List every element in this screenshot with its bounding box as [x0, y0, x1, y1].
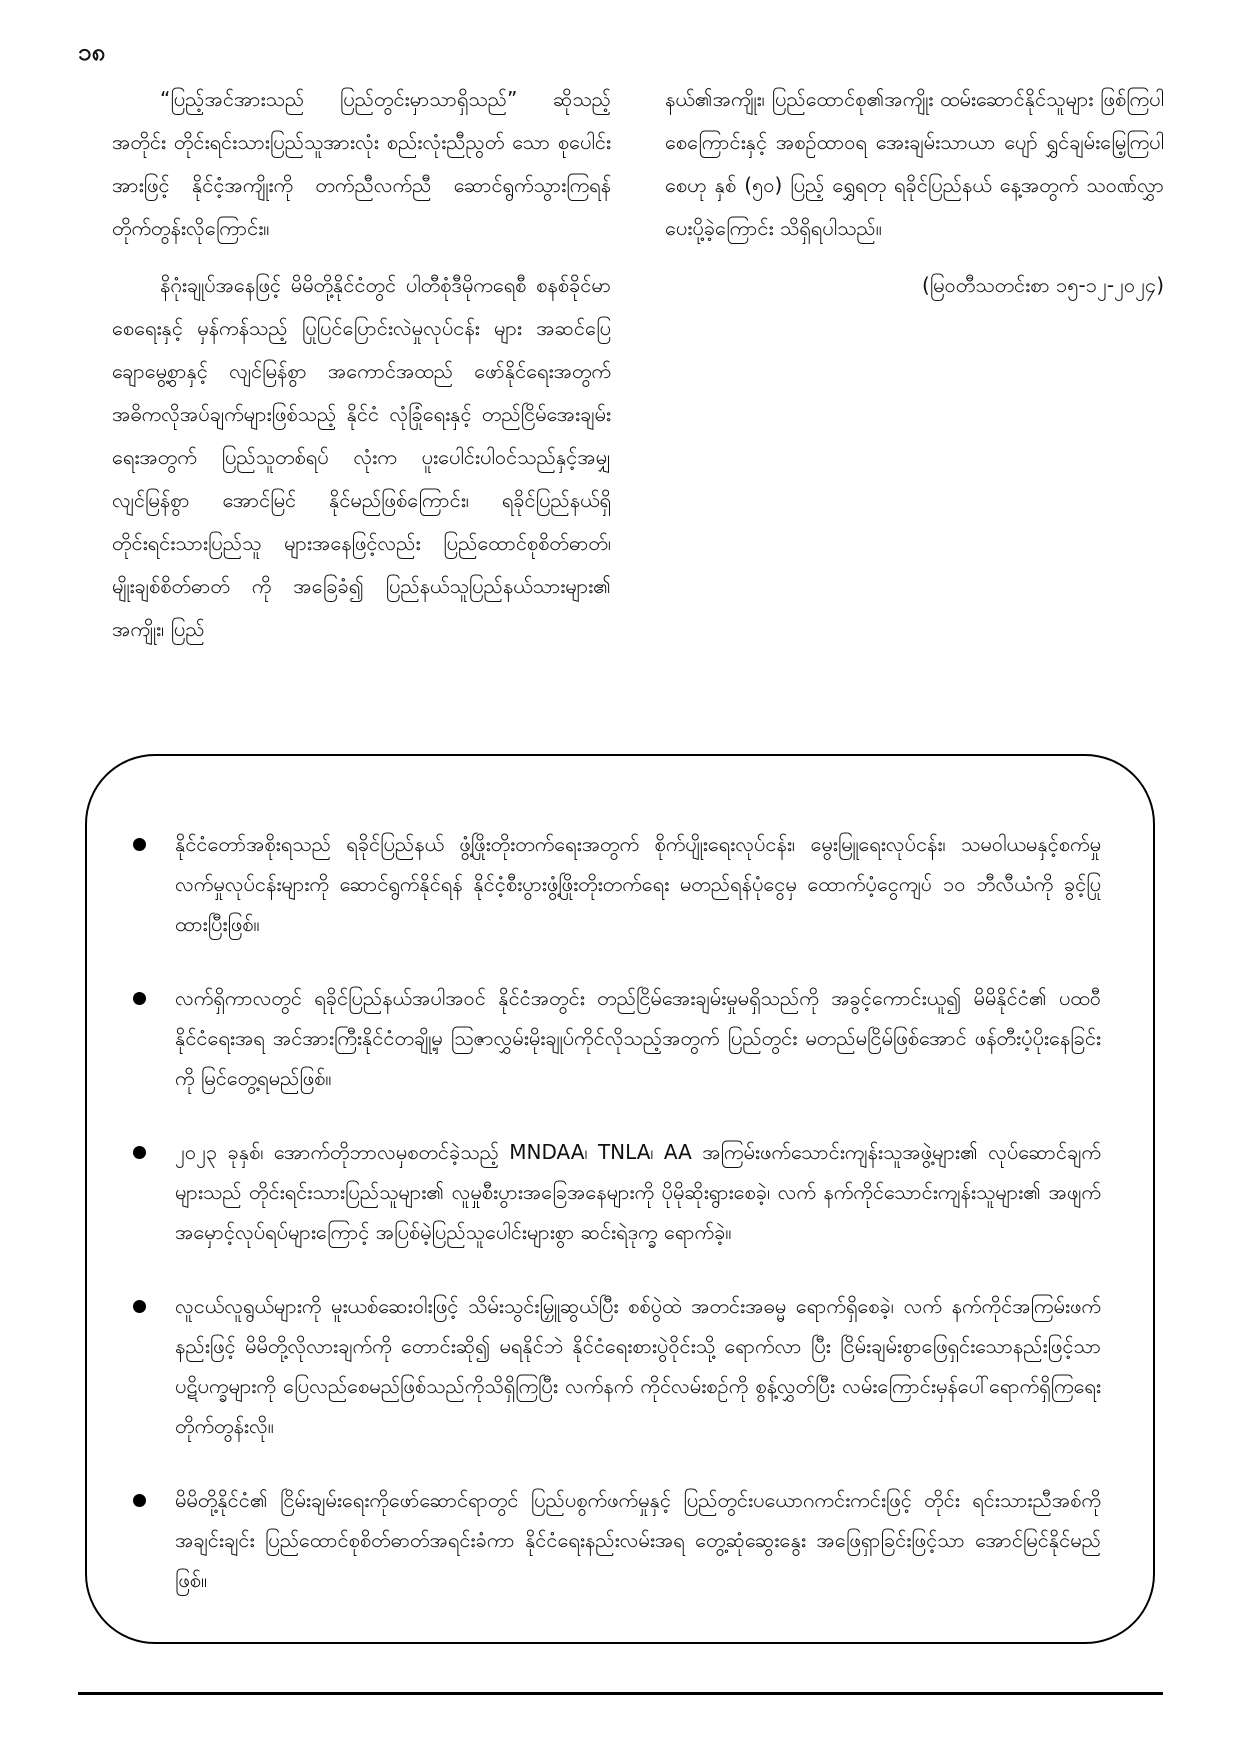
- summary-item-text: လူငယ်လူရွယ်များကို မူးယစ်ဆေးဝါးဖြင့် သိမ်းသွင်းမြှူဆွယ်ပြီး စစ်ပွဲထဲ အတင်းအဓမ္မ ရောက်ရှိစေခဲ့၊ လက် နက်ကိုင်အကြမ်းဖက်နည်းဖြင့် မိမိတို့လိုလားချက်ကို တောင်းဆို၍ မရနိုင်ဘဲ နိုင်ငံရေးစားပွဲဝိုင်းသို့ ရောက်လာ ပြီး ငြိမ်းချမ်းစွာဖြေရှင်းသောနည်းဖြင့်သာ ပဋိပက္ခများကို ပြေလည်စေမည်ဖြစ်သည်ကိုသိရှိကြပြီး လက်နက် ကိုင်လမ်းစဉ်ကို စွန့်လွှတ်ပြီး လမ်းကြောင်းမှန်ပေါ်ရောက်ရှိကြရေး တိုက်တွန်းလို။: [175, 1294, 1101, 1438]
- bullet-icon: [133, 1146, 146, 1159]
- bullet-icon: [133, 838, 146, 851]
- left-paragraph-1: “ပြည့်အင်အားသည် ပြည်တွင်းမှာသာရှိသည်” ဆိုသည့် အတိုင်း တိုင်းရင်းသားပြည်သူအားလုံး စည်းလုံးညီညွတ် သော စုပေါင်းအားဖြင့် နိုင်ငံ့အကျိုးကို တက်ညီလက်ညီ ဆောင်ရွက်သွားကြရန် တိုက်တွန်းလိုကြောင်း။: [112, 87, 611, 240]
- summary-item: [133, 1286, 1101, 1446]
- left-paragraph-2: နိဂုံးချုပ်အနေဖြင့် မိမိတို့နိုင်ငံတွင် ပါတီစုံဒီမိုကရေစီ စနစ်ခိုင်မာစေရေးနှင့် မှန်ကန်သည့် ပြုပြင်ပြောင်းလဲမှုလုပ်ငန်း များ အဆင်ပြေချောမွေ့စွာနှင့် လျင်မြန်စွာ အကောင်အထည် ဖော်နိုင်ရေးအတွက် အဓိကလိုအပ်ချက်များဖြစ်သည့် နိုင်ငံ လုံခြုံရေးနှင့် တည်ငြိမ်အေးချမ်းရေးအတွက် ပြည်သူတစ်ရပ် လုံးက ပူးပေါင်းပါဝင်သည်နှင့်အမျှ လျင်မြန်စွာ အောင်မြင် နိုင်မည်ဖြစ်ကြောင်း၊ ရခိုင်ပြည်နယ်ရှိ တိုင်းရင်းသားပြည်သူ များအနေဖြင့်လည်း ပြည်ထောင်စုစိတ်ဓာတ်၊ မျိုးချစ်စိတ်ဓာတ် ကို အခြေခံ၍ ပြည်နယ်သူပြည်နယ်သားများ၏ အကျိုး၊ ပြည်: [112, 273, 611, 641]
- summary-item: [133, 824, 1101, 944]
- page-number: ၁၈: [78, 38, 106, 66]
- footer-rule: [78, 1692, 1163, 1695]
- right-column: [665, 78, 1164, 665]
- summary-box: [85, 754, 1155, 1644]
- summary-item: [133, 1480, 1101, 1600]
- summary-item-text: မိမိတို့နိုင်ငံ၏ ငြိမ်းချမ်းရေးကိုဖော်ဆောင်ရာတွင် ပြည်ပစွက်ဖက်မှုနှင့် ပြည်တွင်းပယောဂကင်းကင်းဖြင့် တိုင်း ရင်းသားညီအစ်ကိုအချင်းချင်း ပြည်ထောင်စုစိတ်ဓာတ်အရင်းခံကာ နိုင်ငံရေးနည်းလမ်းအရ တွေ့ဆုံဆွေးနွေး အဖြေရှာခြင်းဖြင့်သာ အောင်မြင်နိုင်မည်ဖြစ်။: [175, 1488, 1101, 1592]
- summary-item-text: လက်ရှိကာလတွင် ရခိုင်ပြည်နယ်အပါအဝင် နိုင်ငံအတွင်း တည်ငြိမ်အေးချမ်းမှုမရှိသည်ကို အခွင့်ကောင်းယူ၍ မိမိနိုင်ငံ၏ ပထဝီနိုင်ငံရေးအရ အင်အားကြီးနိုင်ငံတချို့မှ ဩဇာလွှမ်းမိုးချုပ်ကိုင်လိုသည့်အတွက် ပြည်တွင်း မတည်မငြိမ်ဖြစ်အောင် ဖန်တီးပံ့ပိုးနေခြင်းကို မြင်တွေ့ရမည်ဖြစ်။: [175, 986, 1101, 1090]
- source-citation: (မြဝတီသတင်းစာ ၁၅-၁၂-၂၀၂၄): [921, 273, 1164, 297]
- bullet-icon: [133, 992, 146, 1005]
- summary-item-text: ၂၀၂၃ ခုနှစ်၊ အောက်တိုဘာလမှစတင်ခဲ့သည့် MNDAA၊ TNLA၊ AA အကြမ်းဖက်သောင်းကျန်းသူအဖွဲ့များ၏ လုပ်ဆောင်ချက်များသည် တိုင်းရင်းသားပြည်သူများ၏ လူမှုစီးပွားအခြေအနေများကို ပိုမိုဆိုးရွားစေခဲ့၊ လက် နက်ကိုင်သောင်းကျန်းသူများ၏ အဖျက်အမှောင့်လုပ်ရပ်များကြောင့် အပြစ်မဲ့ပြည်သူပေါင်းများစွာ ဆင်းရဲဒုက္ခ ရောက်ခဲ့။: [175, 1140, 1101, 1244]
- summary-item: [133, 978, 1101, 1098]
- bullet-icon: [133, 1300, 146, 1313]
- summary-list: [133, 824, 1101, 1600]
- article-columns: [112, 78, 1164, 665]
- left-column: [112, 78, 611, 665]
- bullet-icon: [133, 1494, 146, 1507]
- summary-item: [133, 1132, 1101, 1252]
- summary-item-text: နိုင်ငံတော်အစိုးရသည် ရခိုင်ပြည်နယ် ဖွံ့ဖြိုးတိုးတက်ရေးအတွက် စိုက်ပျိုးရေးလုပ်ငန်း၊ မွေးမြူရေးလုပ်ငန်း၊ သမဝါယမနှင့်စက်မှုလက်မှုလုပ်ငန်းများကို ဆောင်ရွက်နိုင်ရန် နိုင်ငံ့စီးပွားဖွံ့ဖြိုးတိုးတက်ရေး မတည်ရန်ပုံငွေမှ ထောက်ပံ့ငွေကျပ် ၁၀ ဘီလီယံကို ခွင့်ပြုထားပြီးဖြစ်။: [175, 832, 1101, 936]
- right-paragraph: နယ်၏အကျိုး၊ ပြည်ထောင်စု၏အကျိုး ထမ်းဆောင်နိုင်သူများ ဖြစ်ကြပါစေကြောင်းနှင့် အစဉ်ထာဝရ အေးချမ်းသာယာ ပျော် ရွှင်ချမ်းမြေ့ကြပါစေဟု နှစ် (၅၀) ပြည့် ရွှေရတု ရခိုင်ပြည်နယ် နေ့အတွက် သဝဏ်လွှာပေးပို့ခဲ့ကြောင်း သိရှိရပါသည်။: [665, 87, 1164, 240]
